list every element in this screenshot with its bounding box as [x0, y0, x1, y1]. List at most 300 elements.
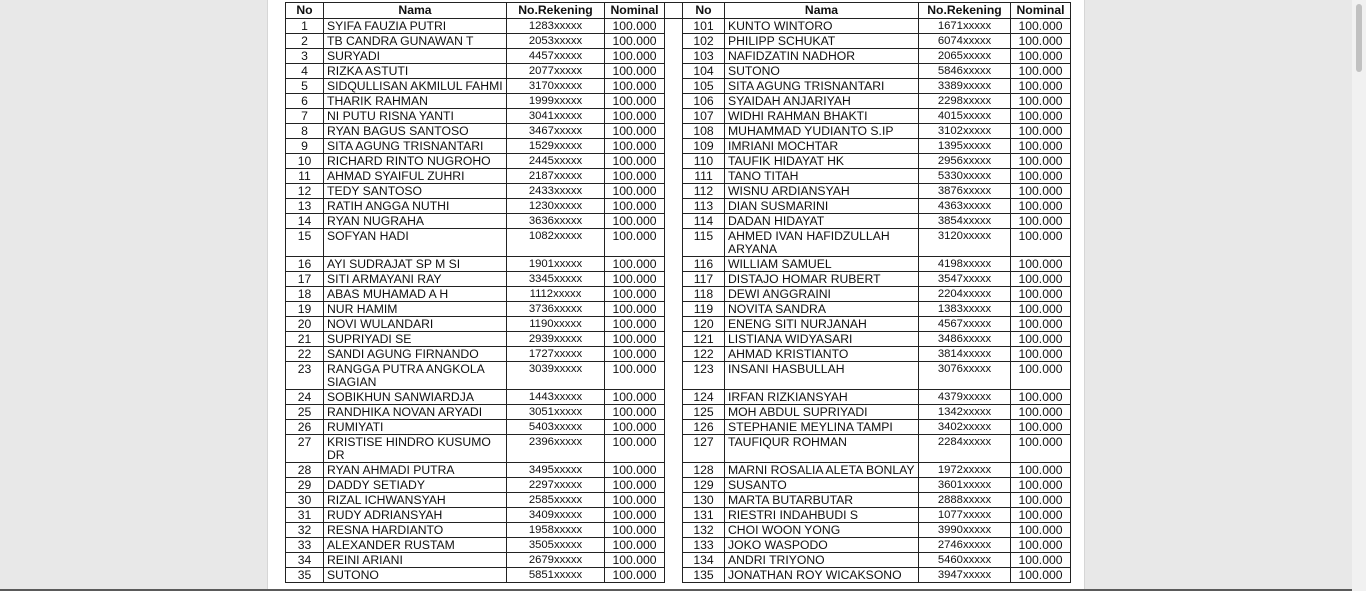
recipient-name: STEPHANIE MEYLINA TAMPI — [725, 420, 919, 435]
recipient-name: DADDY SETIADY — [324, 478, 507, 493]
column-gap — [665, 287, 683, 302]
account-number: 5330xxxxx — [919, 169, 1011, 184]
recipient-name: SUTONO — [725, 64, 919, 79]
nominal-amount: 100.000 — [605, 124, 665, 139]
row-number: 29 — [286, 478, 324, 493]
nominal-amount: 100.000 — [605, 405, 665, 420]
column-gap — [665, 523, 683, 538]
nominal-amount: 100.000 — [1011, 64, 1071, 79]
column-gap — [665, 199, 683, 214]
account-number: 1395xxxxx — [919, 139, 1011, 154]
account-number: 1112xxxxx — [507, 287, 605, 302]
column-gap — [665, 49, 683, 64]
row-number: 19 — [286, 302, 324, 317]
recipient-name: RIZAL ICHWANSYAH — [324, 493, 507, 508]
nominal-amount: 100.000 — [1011, 493, 1071, 508]
account-number: 2433xxxxx — [507, 184, 605, 199]
row-number: 108 — [683, 124, 725, 139]
nominal-amount: 100.000 — [1011, 420, 1071, 435]
account-number: 1958xxxxx — [507, 523, 605, 538]
account-number: 3051xxxxx — [507, 405, 605, 420]
nominal-amount: 100.000 — [1011, 302, 1071, 317]
recipient-name: TAUFIQUR ROHMAN — [725, 435, 919, 463]
account-number: 2679xxxxx — [507, 553, 605, 568]
row-number: 103 — [683, 49, 725, 64]
nominal-amount: 100.000 — [605, 257, 665, 272]
column-gap — [665, 493, 683, 508]
row-number: 112 — [683, 184, 725, 199]
row-number: 18 — [286, 287, 324, 302]
nominal-amount: 100.000 — [1011, 435, 1071, 463]
account-number: 4363xxxxx — [919, 199, 1011, 214]
column-gap — [665, 538, 683, 553]
row-number: 122 — [683, 347, 725, 362]
nominal-amount: 100.000 — [605, 508, 665, 523]
row-number: 101 — [683, 19, 725, 34]
account-number: 2396xxxxx — [507, 435, 605, 463]
column-gap — [665, 435, 683, 463]
nominal-amount: 100.000 — [1011, 478, 1071, 493]
recipient-name: TEDY SANTOSO — [324, 184, 507, 199]
header-rekening: No.Rekening — [507, 3, 605, 19]
header-nama: Nama — [725, 3, 919, 19]
row-number: 34 — [286, 553, 324, 568]
account-number: 2065xxxxx — [919, 49, 1011, 64]
account-number: 1342xxxxx — [919, 405, 1011, 420]
row-number: 102 — [683, 34, 725, 49]
account-number: 5846xxxxx — [919, 64, 1011, 79]
recipient-name: MARTA BUTARBUTAR — [725, 493, 919, 508]
recipient-name: WISNU ARDIANSYAH — [725, 184, 919, 199]
row-number: 130 — [683, 493, 725, 508]
row-number: 30 — [286, 493, 324, 508]
row-number: 5 — [286, 79, 324, 94]
column-gap — [665, 169, 683, 184]
table-row — [286, 154, 1071, 169]
column-gap — [665, 347, 683, 362]
account-number: 2077xxxxx — [507, 64, 605, 79]
account-number: 3947xxxxx — [919, 568, 1011, 583]
account-number: 3495xxxxx — [507, 463, 605, 478]
column-gap — [665, 272, 683, 287]
account-number: 1727xxxxx — [507, 347, 605, 362]
recipient-name: SIDQULLISAN AKMILUL FAHMI — [324, 79, 507, 94]
nominal-amount: 100.000 — [1011, 34, 1071, 49]
row-number: 12 — [286, 184, 324, 199]
nominal-amount: 100.000 — [605, 139, 665, 154]
row-number: 24 — [286, 390, 324, 405]
row-number: 117 — [683, 272, 725, 287]
row-number: 21 — [286, 332, 324, 347]
nominal-amount: 100.000 — [605, 493, 665, 508]
account-number: 3345xxxxx — [507, 272, 605, 287]
nominal-amount: 100.000 — [605, 523, 665, 538]
row-number: 13 — [286, 199, 324, 214]
nominal-amount: 100.000 — [605, 199, 665, 214]
column-gap — [665, 420, 683, 435]
row-number: 104 — [683, 64, 725, 79]
account-number: 2298xxxxx — [919, 94, 1011, 109]
row-number: 110 — [683, 154, 725, 169]
recipient-name: MOH ABDUL SUPRIYADI — [725, 405, 919, 420]
recipient-name: KUNTO WINTORO — [725, 19, 919, 34]
recipient-name: SYAIDAH ANJARIYAH — [725, 94, 919, 109]
recipient-table — [285, 2, 1071, 583]
recipient-name: REINI ARIANI — [324, 553, 507, 568]
nominal-amount: 100.000 — [1011, 508, 1071, 523]
nominal-amount: 100.000 — [605, 169, 665, 184]
nominal-amount: 100.000 — [605, 79, 665, 94]
recipient-name: SUPRIYADI SE — [324, 332, 507, 347]
nominal-amount: 100.000 — [605, 420, 665, 435]
recipient-name: DEWI ANGGRAINI — [725, 287, 919, 302]
nominal-amount: 100.000 — [1011, 109, 1071, 124]
column-gap — [665, 302, 683, 317]
account-number: 3402xxxxx — [919, 420, 1011, 435]
column-gap — [665, 508, 683, 523]
account-number: 3409xxxxx — [507, 508, 605, 523]
nominal-amount: 100.000 — [1011, 184, 1071, 199]
recipient-name: INSANI HASBULLAH — [725, 362, 919, 390]
recipient-name: JONATHAN ROY WICAKSONO — [725, 568, 919, 583]
nominal-amount: 100.000 — [1011, 214, 1071, 229]
account-number: 6074xxxxx — [919, 34, 1011, 49]
nominal-amount: 100.000 — [1011, 124, 1071, 139]
recipient-name: SYIFA FAUZIA PUTRI — [324, 19, 507, 34]
row-number: 124 — [683, 390, 725, 405]
recipient-name: RATIH ANGGA NUTHI — [324, 199, 507, 214]
account-number: 3486xxxxx — [919, 332, 1011, 347]
recipient-name: SITA AGUNG TRISNANTARI — [725, 79, 919, 94]
nominal-amount: 100.000 — [1011, 390, 1071, 405]
table-row — [286, 34, 1071, 49]
table-row — [286, 287, 1071, 302]
row-number: 113 — [683, 199, 725, 214]
nominal-amount: 100.000 — [605, 553, 665, 568]
column-gap — [665, 109, 683, 124]
row-number: 109 — [683, 139, 725, 154]
row-number: 22 — [286, 347, 324, 362]
nominal-amount: 100.000 — [1011, 139, 1071, 154]
account-number: 5403xxxxx — [507, 420, 605, 435]
account-number: 2204xxxxx — [919, 287, 1011, 302]
row-number: 33 — [286, 538, 324, 553]
row-number: 31 — [286, 508, 324, 523]
recipient-name: DADAN HIDAYAT — [725, 214, 919, 229]
row-number: 133 — [683, 538, 725, 553]
recipient-name: KRISTISE HINDRO KUSUMO DR — [324, 435, 507, 463]
nominal-amount: 100.000 — [605, 229, 665, 257]
account-number: 5851xxxxx — [507, 568, 605, 583]
column-gap — [665, 390, 683, 405]
row-number: 3 — [286, 49, 324, 64]
recipient-name: NI PUTU RISNA YANTI — [324, 109, 507, 124]
recipient-name: RANDHIKA NOVAN ARYADI — [324, 405, 507, 420]
table-row — [286, 257, 1071, 272]
recipient-name: SURYADI — [324, 49, 507, 64]
account-number: 3170xxxxx — [507, 79, 605, 94]
nominal-amount: 100.000 — [1011, 19, 1071, 34]
row-number: 125 — [683, 405, 725, 420]
nominal-amount: 100.000 — [1011, 287, 1071, 302]
recipient-name: SANDI AGUNG FIRNANDO — [324, 347, 507, 362]
recipient-name: THARIK RAHMAN — [324, 94, 507, 109]
nominal-amount: 100.000 — [605, 184, 665, 199]
table-row — [286, 229, 1071, 257]
row-number: 132 — [683, 523, 725, 538]
recipient-name: SITA AGUNG TRISNANTARI — [324, 139, 507, 154]
table-row — [286, 19, 1071, 34]
row-number: 126 — [683, 420, 725, 435]
account-number: 1972xxxxx — [919, 463, 1011, 478]
document-page — [267, 0, 1085, 589]
nominal-amount: 100.000 — [605, 34, 665, 49]
recipient-name: ANDRI TRIYONO — [725, 553, 919, 568]
column-gap — [665, 463, 683, 478]
row-number: 127 — [683, 435, 725, 463]
table-row — [286, 184, 1071, 199]
nominal-amount: 100.000 — [1011, 49, 1071, 64]
row-number: 17 — [286, 272, 324, 287]
account-number: 2956xxxxx — [919, 154, 1011, 169]
recipient-name: RYAN BAGUS SANTOSO — [324, 124, 507, 139]
nominal-amount: 100.000 — [605, 214, 665, 229]
recipient-name: MUHAMMAD YUDIANTO S.IP — [725, 124, 919, 139]
nominal-amount: 100.000 — [605, 478, 665, 493]
account-number: 4457xxxxx — [507, 49, 605, 64]
recipient-name: RYAN NUGRAHA — [324, 214, 507, 229]
table-row — [286, 139, 1071, 154]
row-number: 114 — [683, 214, 725, 229]
column-gap — [665, 478, 683, 493]
account-number: 2284xxxxx — [919, 435, 1011, 463]
recipient-name: AHMAD SYAIFUL ZUHRI — [324, 169, 507, 184]
table-row — [286, 435, 1071, 463]
account-number: 3547xxxxx — [919, 272, 1011, 287]
table-row — [286, 568, 1071, 583]
account-number: 3814xxxxx — [919, 347, 1011, 362]
nominal-amount: 100.000 — [605, 272, 665, 287]
nominal-amount: 100.000 — [605, 362, 665, 390]
nominal-amount: 100.000 — [1011, 568, 1071, 583]
recipient-name: ENENG SITI NURJANAH — [725, 317, 919, 332]
nominal-amount: 100.000 — [605, 49, 665, 64]
recipient-name: RESNA HARDIANTO — [324, 523, 507, 538]
row-number: 134 — [683, 553, 725, 568]
row-number: 28 — [286, 463, 324, 478]
recipient-name: NOVITA SANDRA — [725, 302, 919, 317]
recipient-name: AHMED IVAN HAFIDZULLAH ARYANA — [725, 229, 919, 257]
account-number: 2297xxxxx — [507, 478, 605, 493]
row-number: 26 — [286, 420, 324, 435]
nominal-amount: 100.000 — [605, 538, 665, 553]
recipient-name: ABAS MUHAMAD A H — [324, 287, 507, 302]
row-number: 35 — [286, 568, 324, 583]
account-number: 3601xxxxx — [919, 478, 1011, 493]
table-row — [286, 64, 1071, 79]
recipient-name: SUSANTO — [725, 478, 919, 493]
row-number: 111 — [683, 169, 725, 184]
row-number: 32 — [286, 523, 324, 538]
nominal-amount: 100.000 — [1011, 553, 1071, 568]
table-row — [286, 463, 1071, 478]
table-row — [286, 169, 1071, 184]
row-number: 15 — [286, 229, 324, 257]
account-number: 3039xxxxx — [507, 362, 605, 390]
row-number: 116 — [683, 257, 725, 272]
account-number: 2939xxxxx — [507, 332, 605, 347]
account-number: 3120xxxxx — [919, 229, 1011, 257]
row-number: 131 — [683, 508, 725, 523]
account-number: 2187xxxxx — [507, 169, 605, 184]
nominal-amount: 100.000 — [1011, 257, 1071, 272]
row-number: 14 — [286, 214, 324, 229]
column-gap — [665, 139, 683, 154]
recipient-name: RANGGA PUTRA ANGKOLA SIAGIAN — [324, 362, 507, 390]
nominal-amount: 100.000 — [1011, 79, 1071, 94]
account-number: 3636xxxxx — [507, 214, 605, 229]
recipient-name: WILLIAM SAMUEL — [725, 257, 919, 272]
recipient-name: IMRIANI MOCHTAR — [725, 139, 919, 154]
recipient-name: JOKO WASPODO — [725, 538, 919, 553]
header-nama: Nama — [324, 3, 507, 19]
account-number: 1443xxxxx — [507, 390, 605, 405]
nominal-amount: 100.000 — [605, 109, 665, 124]
nominal-amount: 100.000 — [605, 287, 665, 302]
row-number: 10 — [286, 154, 324, 169]
nominal-amount: 100.000 — [605, 19, 665, 34]
account-number: 2746xxxxx — [919, 538, 1011, 553]
account-number: 1671xxxxx — [919, 19, 1011, 34]
nominal-amount: 100.000 — [1011, 332, 1071, 347]
nominal-amount: 100.000 — [605, 64, 665, 79]
row-number: 119 — [683, 302, 725, 317]
column-gap — [665, 64, 683, 79]
recipient-name: PHILIPP SCHUKAT — [725, 34, 919, 49]
column-gap — [665, 229, 683, 257]
nominal-amount: 100.000 — [605, 154, 665, 169]
account-number: 3876xxxxx — [919, 184, 1011, 199]
nominal-amount: 100.000 — [605, 302, 665, 317]
nominal-amount: 100.000 — [605, 568, 665, 583]
vertical-scrollbar[interactable] — [1352, 0, 1366, 591]
row-number: 120 — [683, 317, 725, 332]
account-number: 3102xxxxx — [919, 124, 1011, 139]
recipient-name: DIAN SUSMARINI — [725, 199, 919, 214]
row-number: 123 — [683, 362, 725, 390]
column-gap — [665, 553, 683, 568]
account-number: 1283xxxxx — [507, 19, 605, 34]
recipient-name: SOFYAN HADI — [324, 229, 507, 257]
table-header-row — [286, 3, 1071, 19]
nominal-amount: 100.000 — [605, 94, 665, 109]
nominal-amount: 100.000 — [1011, 154, 1071, 169]
nominal-amount: 100.000 — [1011, 463, 1071, 478]
account-number: 1077xxxxx — [919, 508, 1011, 523]
table-row — [286, 420, 1071, 435]
row-number: 118 — [683, 287, 725, 302]
row-number: 9 — [286, 139, 324, 154]
account-number: 2585xxxxx — [507, 493, 605, 508]
table-row — [286, 214, 1071, 229]
column-gap — [665, 184, 683, 199]
table-row — [286, 302, 1071, 317]
row-number: 7 — [286, 109, 324, 124]
recipient-name: AYI SUDRAJAT SP M SI — [324, 257, 507, 272]
account-number: 1190xxxxx — [507, 317, 605, 332]
nominal-amount: 100.000 — [605, 332, 665, 347]
recipient-name: AHMAD KRISTIANTO — [725, 347, 919, 362]
scrollbar-thumb[interactable] — [1356, 4, 1362, 72]
table-row — [286, 79, 1071, 94]
nominal-amount: 100.000 — [1011, 272, 1071, 287]
nominal-amount: 100.000 — [605, 317, 665, 332]
row-number: 135 — [683, 568, 725, 583]
column-gap — [665, 154, 683, 169]
account-number: 4198xxxxx — [919, 257, 1011, 272]
column-gap — [665, 405, 683, 420]
account-number: 1082xxxxx — [507, 229, 605, 257]
account-number: 2445xxxxx — [507, 154, 605, 169]
header-rekening: No.Rekening — [919, 3, 1011, 19]
row-number: 129 — [683, 478, 725, 493]
account-number: 1999xxxxx — [507, 94, 605, 109]
nominal-amount: 100.000 — [1011, 199, 1071, 214]
column-gap — [665, 362, 683, 390]
column-gap — [665, 79, 683, 94]
recipient-name: LISTIANA WIDYASARI — [725, 332, 919, 347]
table-row — [286, 109, 1071, 124]
account-number: 5460xxxxx — [919, 553, 1011, 568]
recipient-name: RYAN AHMADI PUTRA — [324, 463, 507, 478]
row-number: 11 — [286, 169, 324, 184]
recipient-name: SOBIKHUN SANWIARDJA — [324, 390, 507, 405]
row-number: 1 — [286, 19, 324, 34]
row-number: 20 — [286, 317, 324, 332]
row-number: 23 — [286, 362, 324, 390]
row-number: 115 — [683, 229, 725, 257]
table-row — [286, 362, 1071, 390]
table-row — [286, 493, 1071, 508]
account-number: 1383xxxxx — [919, 302, 1011, 317]
recipient-name: IRFAN RIZKIANSYAH — [725, 390, 919, 405]
table-row — [286, 523, 1071, 538]
column-gap — [665, 214, 683, 229]
recipient-name: TAUFIK HIDAYAT HK — [725, 154, 919, 169]
column-gap — [665, 257, 683, 272]
table-row — [286, 538, 1071, 553]
nominal-amount: 100.000 — [1011, 362, 1071, 390]
column-gap — [665, 332, 683, 347]
column-gap — [665, 94, 683, 109]
account-number: 4379xxxxx — [919, 390, 1011, 405]
recipient-name: CHOI WOON YONG — [725, 523, 919, 538]
recipient-name: NUR HAMIM — [324, 302, 507, 317]
recipient-name: NOVI WULANDARI — [324, 317, 507, 332]
account-number: 4567xxxxx — [919, 317, 1011, 332]
table-row — [286, 94, 1071, 109]
table-row — [286, 347, 1071, 362]
row-number: 2 — [286, 34, 324, 49]
recipient-name: RUMIYATI — [324, 420, 507, 435]
nominal-amount: 100.000 — [1011, 523, 1071, 538]
nominal-amount: 100.000 — [1011, 538, 1071, 553]
nominal-amount: 100.000 — [1011, 229, 1071, 257]
column-gap — [665, 34, 683, 49]
table-row — [286, 199, 1071, 214]
table-row — [286, 390, 1071, 405]
table-row — [286, 508, 1071, 523]
